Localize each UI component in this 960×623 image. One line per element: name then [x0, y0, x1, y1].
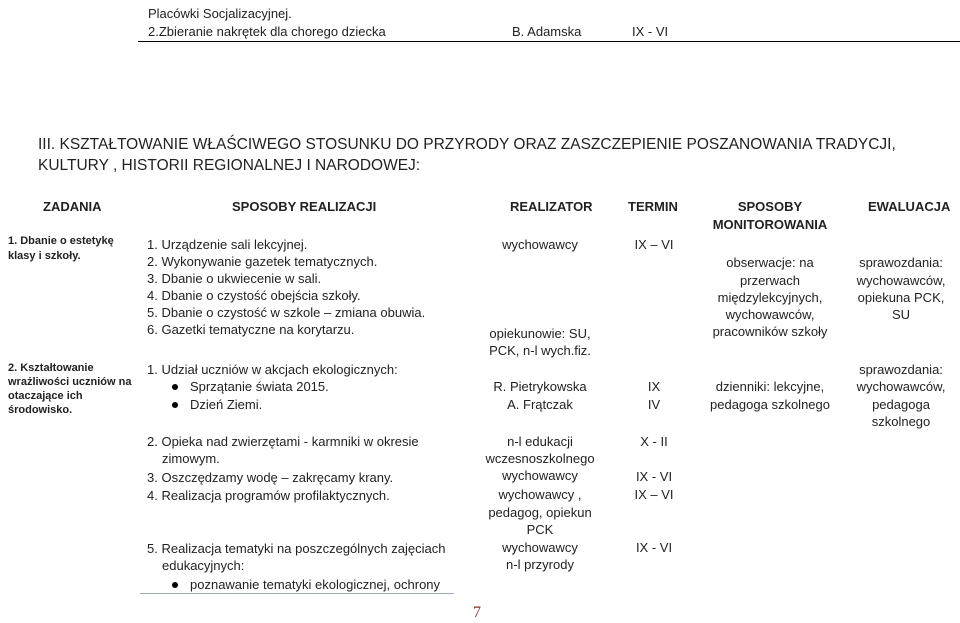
- termin-5: IX - VI: [635, 469, 673, 484]
- realizator-4-line4: wychowawcy ,: [498, 487, 582, 502]
- top-row-border: [138, 41, 960, 42]
- evaluation-2-line3: pedagoga: [872, 397, 930, 412]
- realizator-4-line1: n-l edukacji: [507, 434, 573, 449]
- method-b1-item1: Sprzątanie świata 2015.: [190, 379, 329, 394]
- task-1-line1: 1. Dbanie o estetykę: [8, 235, 114, 247]
- termin-3: IV: [647, 397, 661, 412]
- realizator-3-line1: R. Pietrykowska: [493, 379, 587, 394]
- task-2-line4: środowisko.: [8, 404, 73, 416]
- realizator-2-line1: opiekunowie: SU,: [489, 326, 591, 341]
- header-termin: TERMIN: [628, 199, 678, 214]
- realizator-4-line8: n-l przyrody: [506, 557, 574, 572]
- method-4: 4. Dbanie o czystość obejścia szkoły.: [147, 288, 361, 303]
- evaluation-1-line3: opiekuna PCK,: [857, 290, 945, 305]
- method-b4: 4. Realizacja programów profilaktycznych.: [147, 488, 390, 503]
- task-1-line2: klasy i szkoły.: [8, 250, 81, 262]
- method-6: 6. Gazetki tematyczne na korytarzu.: [147, 322, 355, 337]
- termin-1: IX – VI: [634, 237, 674, 252]
- monitoring-2-line1: dzienniki: lekcyjne,: [715, 379, 825, 394]
- termin-6: IX – VI: [634, 487, 674, 502]
- header-sposoby-realizacji: SPOSOBY REALIZACJI: [232, 199, 377, 214]
- realizator-1: wychowawcy: [502, 237, 578, 252]
- page-number: 7: [473, 604, 481, 621]
- method-5: 5. Dbanie o czystość w szkole – zmiana obuwia.: [147, 305, 426, 320]
- evaluation-2-line4: szkolnego: [871, 414, 931, 429]
- method-b5-line1: 5. Realizacja tematyki na poszczególnych zajęciach: [147, 541, 446, 556]
- evaluation-2-line2: wychowawców,: [856, 379, 946, 394]
- method-b1-item2: Dzień Ziemi.: [190, 397, 263, 412]
- monitoring-1-line3: międzylekcyjnych,: [717, 290, 823, 305]
- method-3: 3. Dbanie o ukwiecenie w sali.: [147, 271, 322, 286]
- method-b2-line2: zimowym.: [162, 451, 220, 466]
- method-b1: 1. Udział uczniów w akcjach ekologicznych:: [147, 362, 398, 377]
- prev-row-line1: Placówki Socjalizacyjnej.: [148, 6, 292, 21]
- method-2: 2. Wykonywanie gazetek tematycznych.: [147, 254, 378, 269]
- realizator-4-line5: pedagog, opiekun: [488, 505, 592, 520]
- section-title-line1: III. KSZTAŁTOWANIE WŁAŚCIWEGO STOSUNKU DO PRZYRODY ORAZ ZASZCZEPIENIE POSZANOWANIA TRADYCJI,: [38, 136, 896, 153]
- method-b5-line2: edukacyjnych:: [162, 558, 245, 573]
- termin-4: X - II: [640, 434, 668, 449]
- monitoring-2-line2: pedagoga szkolnego: [710, 397, 830, 412]
- bullet-icon: [172, 402, 178, 408]
- task-2-line3: otaczające ich: [8, 390, 83, 402]
- monitoring-1-line5: pracowników szkoły: [712, 324, 828, 339]
- evaluation-1-line1: sprawozdania:: [859, 255, 943, 270]
- method-b2-line1: 2. Opieka nad zwierzętami - karmniki w okresie: [147, 434, 419, 449]
- prev-row-line2: 2.Zbieranie nakrętek dla chorego dziecka: [148, 24, 386, 39]
- bullet-icon: [172, 582, 178, 588]
- termin-7: IX - VI: [635, 540, 673, 555]
- header-zadania: ZADANIA: [43, 199, 102, 214]
- task-2-line2: wrażliwości uczniów na: [8, 376, 132, 388]
- termin-2: IX: [647, 379, 661, 394]
- header-realizator: REALIZATOR: [510, 199, 593, 214]
- monitoring-1-line1: obserwacje: na: [726, 255, 814, 270]
- realizator-2-line2: PCK, n-l wych.fiz.: [489, 343, 591, 358]
- realizator-4-line3: wychowawcy: [502, 468, 578, 483]
- bullet-icon: [172, 384, 178, 390]
- header-sposoby-monitorowania-1: SPOSOBY: [737, 199, 803, 214]
- monitoring-1-line2: przerwach: [740, 273, 800, 288]
- method-b5-item1: poznawanie tematyki ekologicznej, ochrony: [190, 577, 441, 592]
- task-2-line1: 2. Kształtowanie: [8, 362, 94, 374]
- evaluation-1-line4: SU: [891, 307, 911, 322]
- realizator-4-line2: wczesnoszkolnego: [485, 451, 595, 466]
- table-bottom-border: [140, 593, 454, 594]
- monitoring-1-line4: wychowawców,: [725, 307, 815, 322]
- realizator-3-line2: A. Frątczak: [507, 397, 573, 412]
- header-ewaluacja: EWALUACJA: [868, 199, 951, 214]
- evaluation-1-line2: wychowawców,: [856, 273, 946, 288]
- header-sposoby-monitorowania-2: MONITOROWANIA: [712, 217, 828, 232]
- realizator-4-line7: wychowawcy: [502, 540, 578, 555]
- prev-row-term: IX - VI: [632, 24, 669, 39]
- prev-row-person: B. Adamska: [512, 24, 582, 39]
- realizator-4-line6: PCK: [526, 522, 554, 537]
- evaluation-2-line1: sprawozdania:: [859, 362, 943, 377]
- method-b3: 3. Oszczędzamy wodę – zakręcamy krany.: [147, 470, 394, 485]
- method-1: 1. Urządzenie sali lekcyjnej.: [147, 237, 308, 252]
- section-title-line2: KULTURY , HISTORII REGIONALNEJ I NARODOWEJ:: [38, 157, 421, 174]
